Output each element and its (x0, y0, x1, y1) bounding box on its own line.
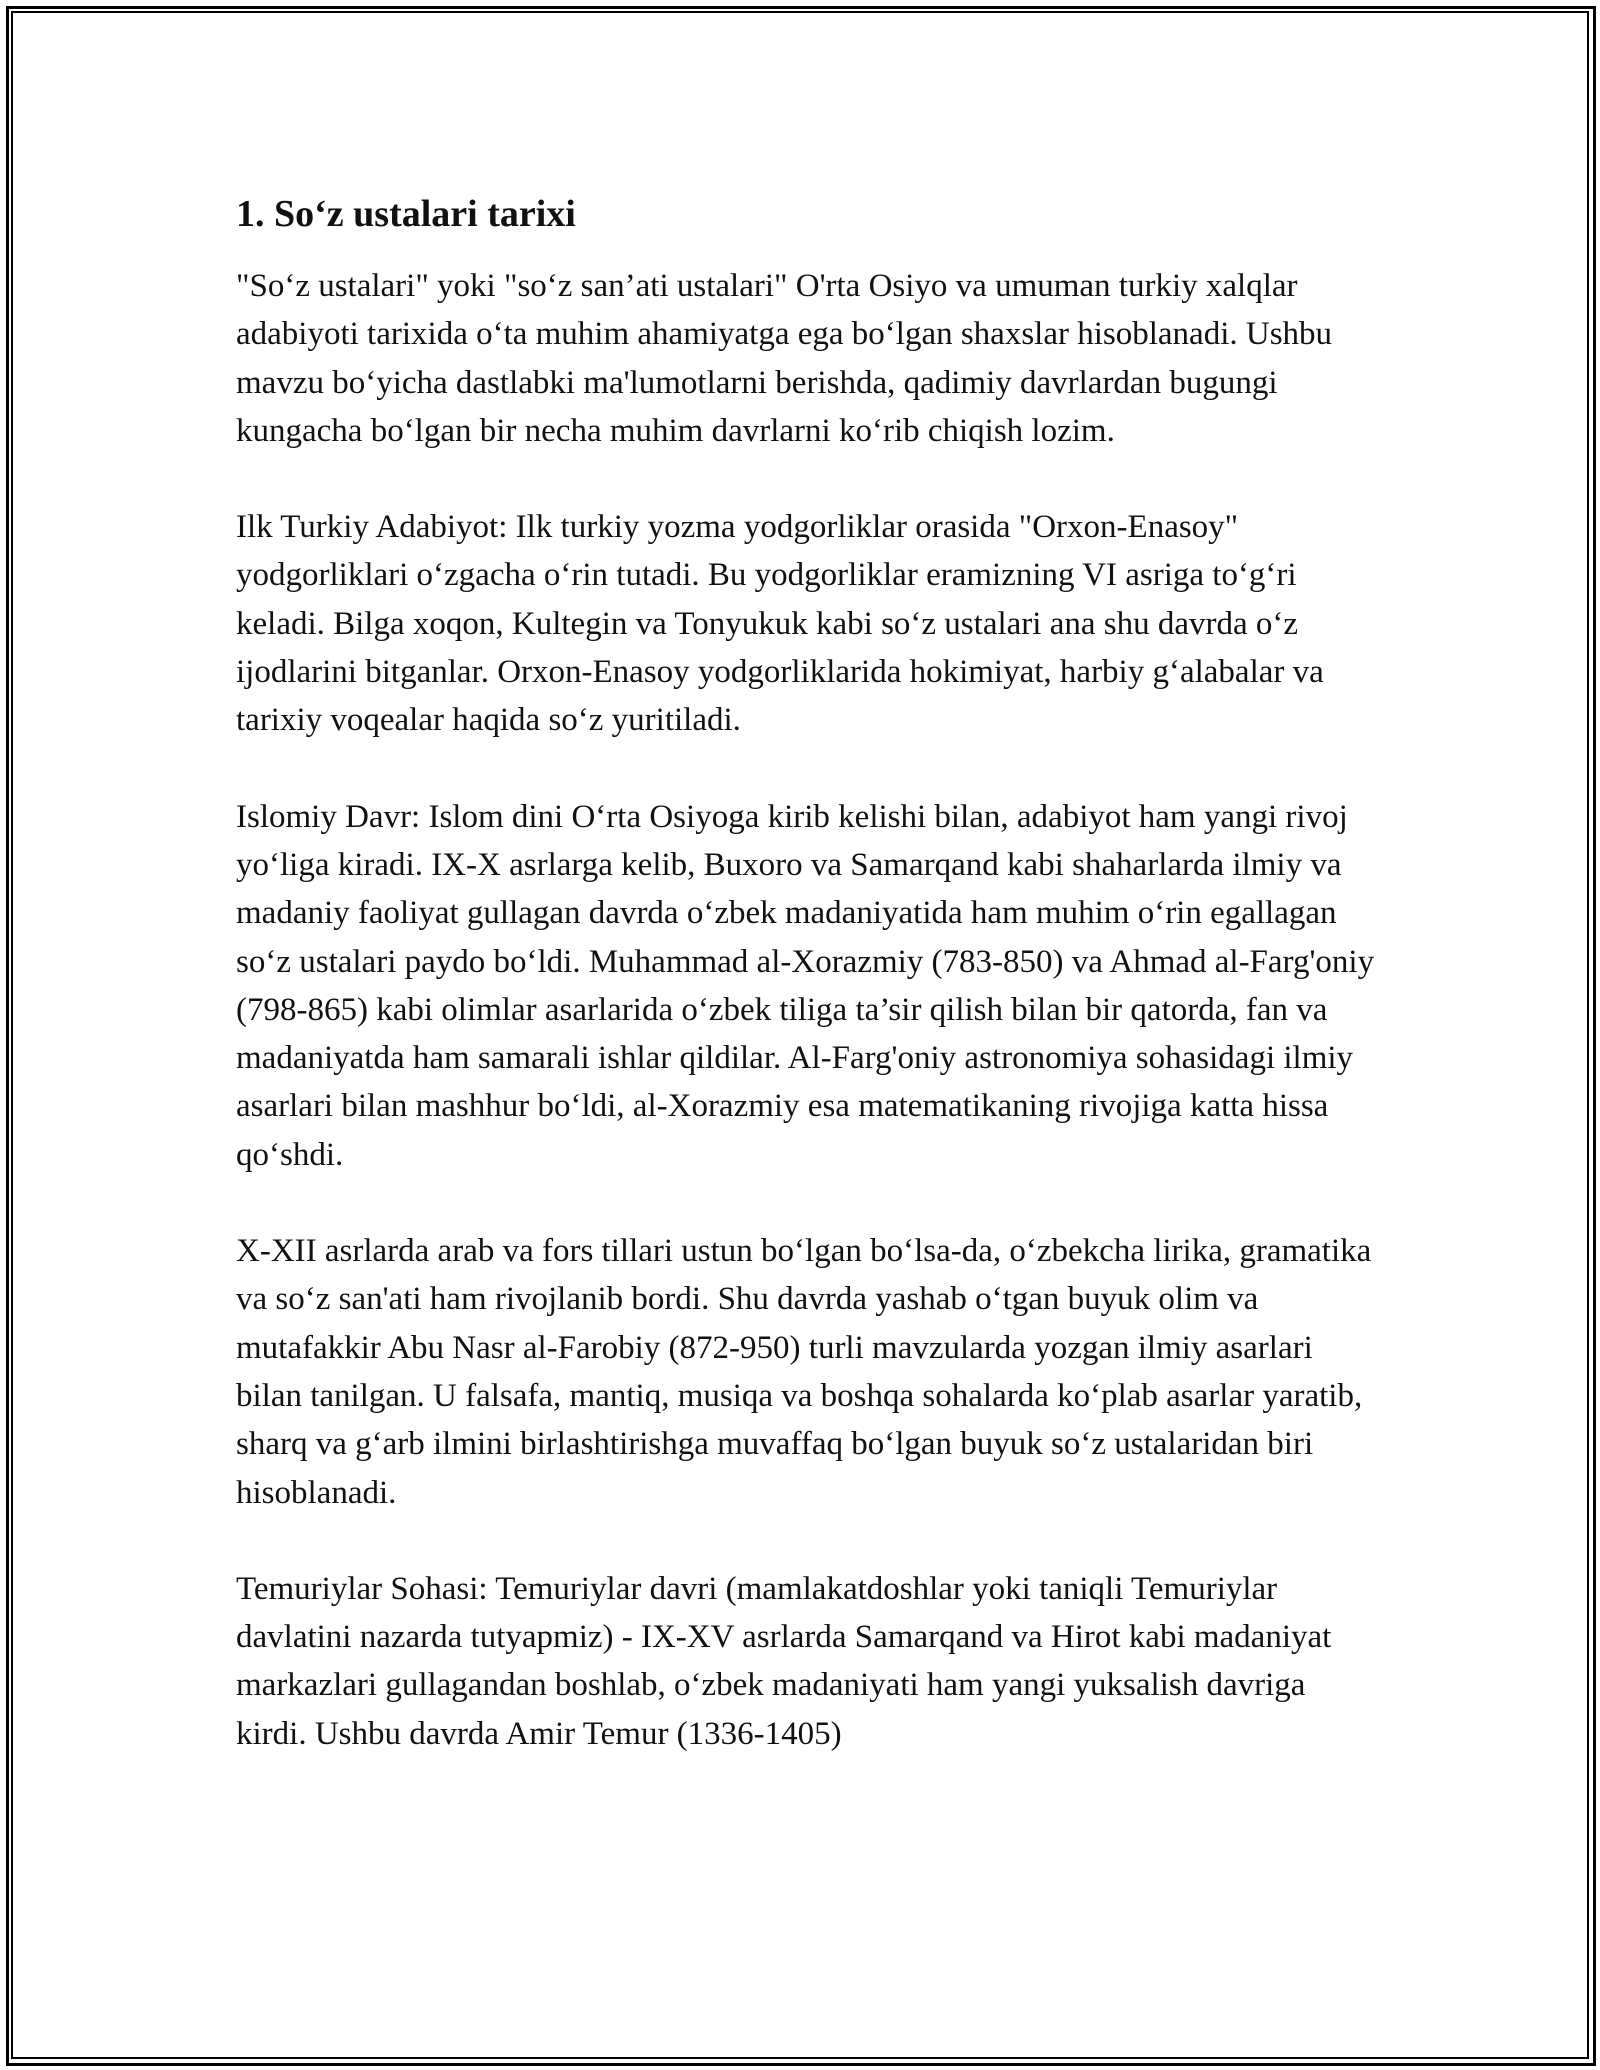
section-heading: 1. So‘z ustalari tarixi (236, 193, 576, 235)
paragraph-early-turkic: Ilk Turkiy Adabiyot: Ilk turkiy yozma yodgorliklar orasida "Orxon-Enasoy" yodgorliklari o‘zgacha o‘rin tutadi. Bu yodgorliklar eramizning VI asriga to‘g‘ri keladi. Bilga xoqon, Kultegin va Tonyukuk kabi so‘z ustalari ana shu davrda o‘z ijodlarini bitganlar. Orxon-Enasoy yodgorliklarida hokimiyat, harbiy g‘alabalar va tarixiy voqealar haqida so‘z yuritiladi. (236, 509, 1324, 739)
paragraph-x-xii-centuries: X-XII asrlarda arab va fors tillari ustun bo‘lgan bo‘lsa-da, o‘zbekcha lirika, gramatika va so‘z san'ati ham rivojlanib bordi. Shu davrda yashab o‘tgan buyuk olim va mutafakkir Abu Nasr al-Farobiy (872-950) turli mavzularda yozgan ilmiy asarlari bilan tanilgan. U falsafa, mantiq, musiqa va boshqa sohalarda ko‘plab asarlar yaratib, sharq va g‘arb ilmini birlashtirishga muvaffaq bo‘lgan buyuk so‘z ustalaridan biri hisoblanadi. (236, 1233, 1372, 1511)
paragraph-islamic-period: Islomiy Davr: Islom dini O‘rta Osiyoga kirib kelishi bilan, adabiyot ham yangi rivoj yo‘liga kiradi. IX-X asrlarga kelib, Buxoro va Samarqand kabi shaharlarda ilmiy va madaniy faoliyat gullagan davrda o‘zbek madaniyatida ham muhim o‘rin egallagan so‘z ustalari paydo bo‘ldi. Muhammad al-Xorazmiy (783-850) va Ahmad al-Farg'oniy (798-865) kabi olimlar asarlarida o‘zbek tiliga ta’sir qilish bilan bir qatorda, fan va madaniyatda ham samarali ishlar qildilar. Al-Farg'oniy astronomiya sohasidagi ilmiy asarlari bilan mashhur bo‘ldi, al-Xorazmiy esa matematikaning rivojiga katta hissa qo‘shdi. (236, 798, 1375, 1173)
paragraph-intro: "So‘z ustalari" yoki "so‘z san’ati ustalari" O'rta Osiyo va umuman turkiy xalqlar adabiyoti tarixida o‘ta muhim ahamiyatga ega bo‘lgan shaxslar hisoblanadi. Ushbu mavzu bo‘yicha dastlabki ma'lumotlarni berishda, qadimiy davrlardan bugungi kungacha bo‘lgan bir necha muhim davrlarni ko‘rib chiqish lozim. (236, 268, 1333, 449)
document-body (236, 184, 1376, 1806)
paragraph-timurid-period: Temuriylar Sohasi: Temuriylar davri (mamlakatdoshlar yoki taniqli Temuriylar davlatini nazarda tutyapmiz) - IX-XV asrlarda Samarqand va Hirot kabi madaniyat markazlari gullagandan boshlab, o‘zbek madaniyati ham yangi yuksalish davriga kirdi. Ushbu davrda Amir Temur (1336-1405) (236, 1570, 1332, 1752)
